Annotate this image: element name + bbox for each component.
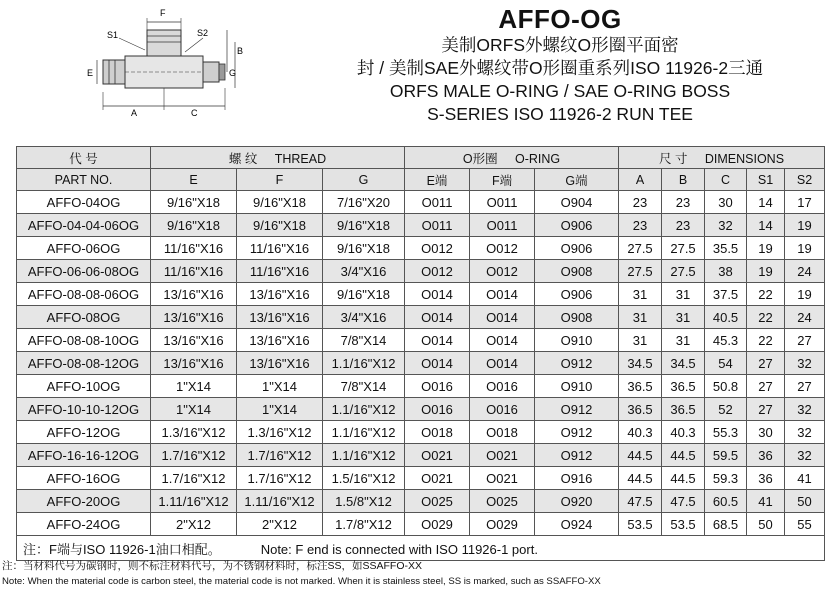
cell-thread-e: 1.11/16"X12 (151, 490, 237, 513)
cell-dim-s1: 41 (747, 490, 785, 513)
col-header-f-end: F端 (470, 169, 535, 191)
cell-dim-b: 31 (662, 329, 705, 352)
cell-thread-g: 1.1/16"X12 (323, 421, 405, 444)
cell-dim-b: 27.5 (662, 237, 705, 260)
cell-dim-a: 44.5 (619, 444, 662, 467)
cell-thread-e: 1"X14 (151, 375, 237, 398)
cell-dim-a: 34.5 (619, 352, 662, 375)
cell-oring-e: O021 (405, 467, 470, 490)
cell-dim-s2: 24 (785, 306, 825, 329)
cell-dim-a: 31 (619, 329, 662, 352)
header-dim-cn: 尺 寸 (659, 151, 688, 166)
cell-oring-g: O912 (535, 421, 619, 444)
cell-oring-e: O011 (405, 191, 470, 214)
cell-part-no: AFFO-24OG (17, 513, 151, 536)
cell-dim-s1: 36 (747, 444, 785, 467)
cell-dim-s1: 36 (747, 467, 785, 490)
cell-dim-c: 38 (705, 260, 747, 283)
cell-oring-g: O910 (535, 329, 619, 352)
cell-dim-s2: 19 (785, 283, 825, 306)
label-s2: S2 (197, 28, 209, 38)
cell-dim-s2: 27 (785, 375, 825, 398)
cell-thread-f: 1.11/16"X12 (237, 490, 323, 513)
cell-dim-s2: 41 (785, 467, 825, 490)
cell-oring-g: O904 (535, 191, 619, 214)
cell-dim-s2: 19 (785, 214, 825, 237)
cell-dim-a: 36.5 (619, 375, 662, 398)
cell-part-no: AFFO-12OG (17, 421, 151, 444)
cell-dim-c: 30 (705, 191, 747, 214)
cell-part-no: AFFO-04OG (17, 191, 151, 214)
cell-dim-s2: 32 (785, 444, 825, 467)
cell-dim-c: 37.5 (705, 283, 747, 306)
cell-thread-g: 7/8"X14 (323, 375, 405, 398)
col-header-g: G (323, 169, 405, 191)
cell-thread-f: 13/16"X16 (237, 283, 323, 306)
cell-oring-f: O012 (470, 237, 535, 260)
footnote-cn: 注：当材料代号为碳钢时，则不标注材料代号，为不锈钢材料时，标注SS，如SSAFFO-XX (2, 560, 423, 572)
cell-dim-b: 44.5 (662, 467, 705, 490)
subtitle-en-line1: ORFS MALE O-RING / SAE O-RING BOSS (389, 81, 731, 101)
cell-oring-g: O910 (535, 375, 619, 398)
cell-oring-e: O011 (405, 214, 470, 237)
cell-part-no: AFFO-04-04-06OG (17, 214, 151, 237)
cell-oring-g: O906 (535, 283, 619, 306)
col-header-c: C (705, 169, 747, 191)
header-thread-en: THREAD (274, 151, 327, 166)
label-e: E (87, 68, 94, 78)
cell-oring-e: O014 (405, 352, 470, 375)
cell-thread-g: 9/16"X18 (323, 237, 405, 260)
cell-thread-f: 2"X12 (237, 513, 323, 536)
col-header-f: F (237, 169, 323, 191)
cell-dim-s1: 14 (747, 191, 785, 214)
subtitle-en-line2: S-SERIES ISO 11926-2 RUN TEE (427, 104, 693, 124)
cell-dim-s1: 30 (747, 421, 785, 444)
cell-dim-c: 68.5 (705, 513, 747, 536)
cell-part-no: AFFO-20OG (17, 490, 151, 513)
cell-oring-f: O029 (470, 513, 535, 536)
table-row (17, 467, 825, 490)
header-part-no: PART NO. (17, 169, 151, 191)
cell-oring-g: O920 (535, 490, 619, 513)
cell-thread-e: 9/16"X18 (151, 191, 237, 214)
cell-oring-g: O908 (535, 306, 619, 329)
cell-oring-f: O021 (470, 444, 535, 467)
cell-oring-g: O912 (535, 398, 619, 421)
cell-oring-g: O906 (535, 214, 619, 237)
cell-dim-c: 45.3 (705, 329, 747, 352)
cell-oring-g: O924 (535, 513, 619, 536)
cell-dim-s1: 22 (747, 283, 785, 306)
cell-oring-e: O025 (405, 490, 470, 513)
cell-dim-b: 31 (662, 306, 705, 329)
table-row (17, 283, 825, 306)
tee-fitting-technical-drawing (85, 2, 245, 120)
cell-oring-f: O011 (470, 191, 535, 214)
cell-oring-f: O012 (470, 260, 535, 283)
table-row (17, 260, 825, 283)
label-b: B (237, 46, 244, 56)
cell-oring-g: O908 (535, 260, 619, 283)
col-header-g-end: G端 (535, 169, 619, 191)
cell-dim-c: 50.8 (705, 375, 747, 398)
cell-thread-f: 1"X14 (237, 398, 323, 421)
cell-dim-s2: 32 (785, 352, 825, 375)
cell-oring-g: O906 (535, 237, 619, 260)
table-note-cn: 注：F端与ISO 11926-1油口相配。 (23, 541, 221, 557)
cell-thread-e: 13/16"X16 (151, 329, 237, 352)
cell-dim-a: 23 (619, 214, 662, 237)
cell-oring-e: O014 (405, 329, 470, 352)
col-header-e-end: E端 (405, 169, 470, 191)
label-s1: S1 (107, 30, 119, 40)
cell-dim-a: 27.5 (619, 237, 662, 260)
cell-oring-f: O014 (470, 329, 535, 352)
col-header-e: E (151, 169, 237, 191)
table-body (17, 191, 825, 536)
cell-oring-e: O014 (405, 306, 470, 329)
cell-dim-c: 60.5 (705, 490, 747, 513)
cell-part-no: AFFO-08-08-12OG (17, 352, 151, 375)
cell-part-no: AFFO-08-08-06OG (17, 283, 151, 306)
cell-thread-e: 11/16"X16 (151, 237, 237, 260)
cell-thread-f: 13/16"X16 (237, 352, 323, 375)
header-dimensions (619, 147, 825, 169)
cell-dim-b: 47.5 (662, 490, 705, 513)
cell-dim-c: 54 (705, 352, 747, 375)
cell-dim-c: 59.3 (705, 467, 747, 490)
cell-dim-s1: 27 (747, 398, 785, 421)
col-header-b: B (662, 169, 705, 191)
header-dim-en: DIMENSIONS (704, 151, 785, 166)
cell-dim-b: 23 (662, 214, 705, 237)
label-a: A (131, 108, 138, 118)
cell-dim-s1: 22 (747, 306, 785, 329)
cell-part-no: AFFO-06-06-08OG (17, 260, 151, 283)
cell-dim-a: 40.3 (619, 421, 662, 444)
cell-dim-s2: 32 (785, 398, 825, 421)
cell-oring-g: O912 (535, 352, 619, 375)
header-thread-cn: 螺 纹 (228, 151, 258, 166)
cell-thread-f: 9/16"X18 (237, 214, 323, 237)
cell-dim-c: 32 (705, 214, 747, 237)
cell-dim-b: 40.3 (662, 421, 705, 444)
cell-dim-s1: 22 (747, 329, 785, 352)
table-note-en: Note: F end is connected with ISO 11926-1 port. (260, 541, 538, 557)
cell-thread-e: 1.3/16"X12 (151, 421, 237, 444)
header-row-2 (17, 169, 825, 191)
cell-oring-f: O021 (470, 467, 535, 490)
cell-oring-e: O014 (405, 283, 470, 306)
cell-oring-f: O018 (470, 421, 535, 444)
label-f: F (160, 8, 166, 18)
cell-oring-f: O014 (470, 306, 535, 329)
cell-thread-g: 1.1/16"X12 (323, 352, 405, 375)
cell-oring-e: O021 (405, 444, 470, 467)
cell-oring-e: O016 (405, 375, 470, 398)
cell-dim-s2: 19 (785, 237, 825, 260)
cell-thread-e: 9/16"X18 (151, 214, 237, 237)
table-row (17, 513, 825, 536)
cell-part-no: AFFO-10-10-12OG (17, 398, 151, 421)
cell-thread-e: 1"X14 (151, 398, 237, 421)
cell-thread-f: 11/16"X16 (237, 237, 323, 260)
cell-dim-s1: 19 (747, 260, 785, 283)
cell-dim-a: 53.5 (619, 513, 662, 536)
header-row-1 (17, 147, 825, 169)
table-row (17, 375, 825, 398)
cell-dim-s2: 27 (785, 329, 825, 352)
cell-oring-e: O018 (405, 421, 470, 444)
table-row (17, 329, 825, 352)
footnotes (2, 558, 830, 589)
cell-thread-g: 7/8"X14 (323, 329, 405, 352)
cell-thread-g: 1.5/16"X12 (323, 467, 405, 490)
cell-thread-e: 1.7/16"X12 (151, 444, 237, 467)
cell-oring-e: O012 (405, 237, 470, 260)
document-header (320, 4, 800, 126)
cell-dim-c: 40.5 (705, 306, 747, 329)
specification-table (16, 146, 825, 561)
cell-dim-b: 23 (662, 191, 705, 214)
cell-dim-a: 44.5 (619, 467, 662, 490)
cell-oring-f: O016 (470, 375, 535, 398)
cell-dim-a: 27.5 (619, 260, 662, 283)
cell-part-no: AFFO-08OG (17, 306, 151, 329)
cell-part-no: AFFO-10OG (17, 375, 151, 398)
cell-dim-a: 23 (619, 191, 662, 214)
table-row (17, 237, 825, 260)
cell-dim-s1: 50 (747, 513, 785, 536)
table-row (17, 352, 825, 375)
table-row (17, 191, 825, 214)
cell-dim-s2: 17 (785, 191, 825, 214)
cell-dim-c: 35.5 (705, 237, 747, 260)
cell-oring-e: O012 (405, 260, 470, 283)
cell-oring-g: O916 (535, 467, 619, 490)
cell-oring-e: O029 (405, 513, 470, 536)
col-header-s1: S1 (747, 169, 785, 191)
header-oring-en: O-RING (515, 151, 561, 166)
cell-thread-f: 9/16"X18 (237, 191, 323, 214)
subtitle-cn-line2: 封 / 美制SAE外螺纹带O形圈重系列ISO 11926-2三通 (356, 58, 764, 78)
subtitle-cn-line1: 美制ORFS外螺纹O形圈平面密 (441, 35, 679, 55)
cell-thread-e: 11/16"X16 (151, 260, 237, 283)
cell-thread-e: 1.7/16"X12 (151, 467, 237, 490)
table-row (17, 421, 825, 444)
cell-dim-b: 27.5 (662, 260, 705, 283)
cell-thread-g: 3/4"X16 (323, 306, 405, 329)
cell-thread-e: 13/16"X16 (151, 352, 237, 375)
cell-thread-f: 13/16"X16 (237, 306, 323, 329)
cell-dim-s2: 32 (785, 421, 825, 444)
footnote-en: Note: When the material code is carbon steel, the material code is not marked. When it is stainless steel, SS is marked, such as SSAFFO-XX (2, 576, 601, 587)
cell-part-no: AFFO-08-08-10OG (17, 329, 151, 352)
cell-thread-g: 9/16"X18 (323, 283, 405, 306)
cell-thread-f: 1.7/16"X12 (237, 444, 323, 467)
table-note-row (17, 536, 825, 561)
cell-oring-f: O011 (470, 214, 535, 237)
cell-oring-f: O014 (470, 352, 535, 375)
cell-thread-e: 13/16"X16 (151, 306, 237, 329)
cell-oring-f: O014 (470, 283, 535, 306)
cell-thread-f: 11/16"X16 (237, 260, 323, 283)
cell-dim-b: 36.5 (662, 375, 705, 398)
cell-thread-g: 1.1/16"X12 (323, 444, 405, 467)
cell-thread-f: 13/16"X16 (237, 329, 323, 352)
table-row (17, 444, 825, 467)
cell-dim-a: 47.5 (619, 490, 662, 513)
header-oring (405, 147, 619, 169)
label-g: G (229, 68, 237, 78)
cell-dim-c: 59.5 (705, 444, 747, 467)
cell-oring-g: O912 (535, 444, 619, 467)
cell-part-no: AFFO-16OG (17, 467, 151, 490)
cell-dim-s2: 24 (785, 260, 825, 283)
cell-dim-a: 31 (619, 283, 662, 306)
fitting-drawing (85, 2, 245, 120)
cell-dim-b: 53.5 (662, 513, 705, 536)
cell-thread-g: 1.5/8"X12 (323, 490, 405, 513)
cell-thread-g: 1.7/8"X12 (323, 513, 405, 536)
cell-thread-e: 2"X12 (151, 513, 237, 536)
cell-dim-s2: 50 (785, 490, 825, 513)
cell-thread-f: 1.3/16"X12 (237, 421, 323, 444)
cell-thread-g: 1.1/16"X12 (323, 398, 405, 421)
label-c: C (191, 108, 198, 118)
header-oring-cn: O形圈 (462, 151, 498, 166)
cell-thread-g: 9/16"X18 (323, 214, 405, 237)
cell-oring-f: O016 (470, 398, 535, 421)
cell-dim-s2: 55 (785, 513, 825, 536)
header-thread (151, 147, 405, 169)
cell-dim-c: 52 (705, 398, 747, 421)
table-row (17, 398, 825, 421)
cell-dim-b: 44.5 (662, 444, 705, 467)
table-row (17, 214, 825, 237)
cell-thread-f: 1"X14 (237, 375, 323, 398)
cell-dim-b: 34.5 (662, 352, 705, 375)
cell-thread-e: 13/16"X16 (151, 283, 237, 306)
cell-dim-b: 36.5 (662, 398, 705, 421)
cell-thread-g: 3/4"X16 (323, 260, 405, 283)
cell-part-no: AFFO-06OG (17, 237, 151, 260)
cell-thread-g: 7/16"X20 (323, 191, 405, 214)
table-row (17, 490, 825, 513)
cell-dim-s1: 27 (747, 375, 785, 398)
cell-part-no: AFFO-16-16-12OG (17, 444, 151, 467)
cell-dim-b: 31 (662, 283, 705, 306)
col-header-s2: S2 (785, 169, 825, 191)
cell-dim-c: 55.3 (705, 421, 747, 444)
cell-oring-f: O025 (470, 490, 535, 513)
cell-oring-e: O016 (405, 398, 470, 421)
header-code-cn: 代 号 (17, 147, 151, 169)
cell-dim-a: 31 (619, 306, 662, 329)
product-title: AFFO-OG (498, 4, 622, 34)
cell-dim-a: 36.5 (619, 398, 662, 421)
cell-dim-s1: 14 (747, 214, 785, 237)
col-header-a: A (619, 169, 662, 191)
cell-thread-f: 1.7/16"X12 (237, 467, 323, 490)
table-note-cell (17, 536, 825, 561)
table-row (17, 306, 825, 329)
cell-dim-s1: 19 (747, 237, 785, 260)
cell-dim-s1: 27 (747, 352, 785, 375)
